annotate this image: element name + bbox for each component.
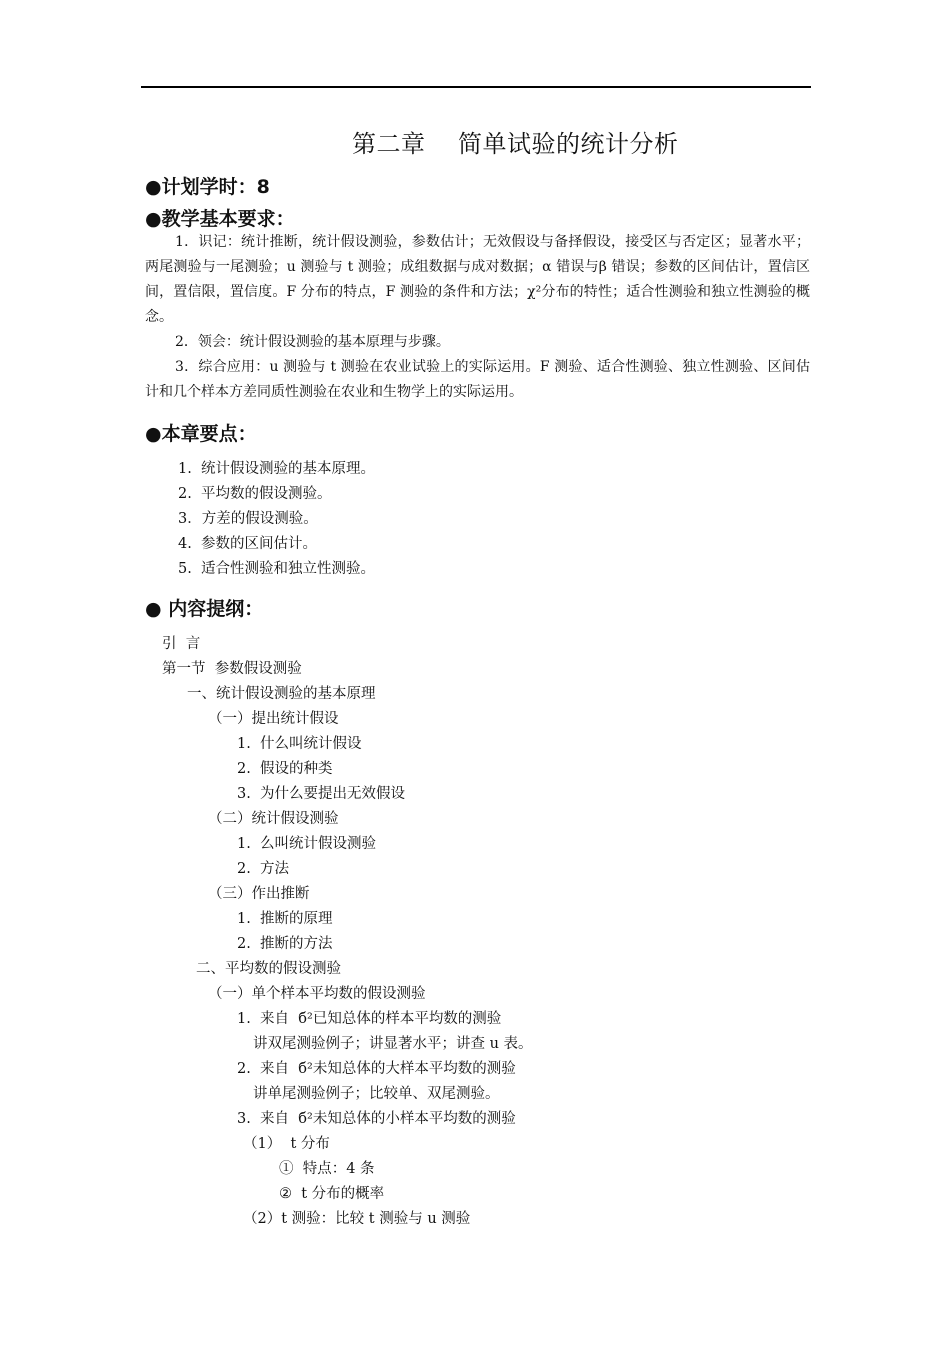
- outline-line: 一、统计假设测验的基本原理: [187, 686, 376, 702]
- keypoint-item: 1. 统计假设测验的基本原理。: [178, 461, 376, 477]
- outline-line: 2. 来自 б²未知总体的大样本平均数的测验: [237, 1061, 516, 1077]
- outline-line: ① 特点：4 条: [279, 1161, 375, 1177]
- outline-line: （三）作出推断: [208, 886, 310, 902]
- requirement-paragraph-1: 1．识记：统计推断，统计假设测验，参数估计；无效假设与备择假设，接受区与否定区；显著水平；两尾测验与一尾测验；u 测验与 t 测验；成组数据与成对数据；α 错误与β 错误；参数的区间估计，置信区间，置信限，置信度。F 分布的特点，F 测验的条件和方法；χ²分布的特性；适合性测验和独立性测验的概念。: [145, 234, 810, 325]
- outline-line: （2）t 测验：比较 t 测验与 u 测验: [243, 1211, 471, 1227]
- requirement-paragraph-2: 2．领会：统计假设测验的基本原理与步骤。: [175, 334, 450, 350]
- outline-line: （1） t 分布: [243, 1136, 330, 1152]
- requirements-heading: ●教学基本要求：: [145, 208, 295, 230]
- outline-line: （二）统计假设测验: [208, 811, 339, 827]
- keypoint-item: 3．方差的假设测验。: [178, 511, 318, 527]
- outline-line: 1. 什么叫统计假设: [237, 736, 362, 752]
- keypoints-heading: ●本章要点：: [145, 423, 257, 445]
- outline-line: 第一节 参数假设测验: [162, 661, 302, 677]
- outline-line: 讲单尾测验例子；比较单、双尾测验。: [253, 1086, 500, 1102]
- outline-line: 2. 推断的方法: [237, 936, 333, 952]
- header-rule: [141, 86, 811, 88]
- outline-line: ② t 分布的概率: [279, 1186, 385, 1202]
- outline-line: （一）单个样本平均数的假设测验: [208, 986, 426, 1002]
- keypoint-item: 2. 平均数的假设测验。: [178, 486, 332, 502]
- outline-line: 引 言: [162, 636, 201, 652]
- keypoint-item: 5. 适合性测验和独立性测验。: [178, 561, 376, 577]
- outline-line: 1. 来自 б²已知总体的样本平均数的测验: [237, 1011, 502, 1027]
- outline-line: 1. 推断的原理: [237, 911, 333, 927]
- outline-heading: ● 内容提纲：: [145, 598, 264, 620]
- hours-heading: ●计划学时：8: [145, 176, 270, 198]
- outline-line: 2. 假设的种类: [237, 761, 333, 777]
- outline-line: 2. 方法: [237, 861, 290, 877]
- outline-line: 1. 么叫统计假设测验: [237, 836, 377, 852]
- outline-line: （一）提出统计假设: [208, 711, 339, 727]
- requirement-paragraph-3: 3．综合应用：u 测验与 t 测验在农业试验上的实际运用。F 测验、适合性测验、独立性测验、区间估计和几个样本方差同质性测验在农业和生物学上的实际运用。: [145, 359, 810, 400]
- outline-line: 二、平均数的假设测验: [196, 961, 341, 977]
- outline-line: 3. 来自 б²未知总体的小样本平均数的测验: [237, 1111, 516, 1127]
- keypoint-item: 4. 参数的区间估计。: [178, 536, 318, 552]
- outline-line: 3. 为什么要提出无效假设: [237, 786, 406, 802]
- outline-line: 讲双尾测验例子；讲显著水平；讲查 u 表。: [253, 1036, 533, 1052]
- chapter-title: 第二章 简单试验的统计分析: [352, 130, 679, 158]
